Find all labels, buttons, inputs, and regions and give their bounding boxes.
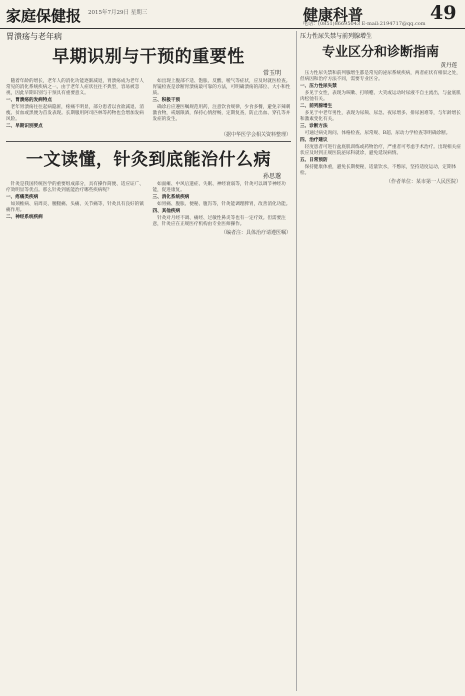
paragraph: 针灸是我国传统医学的重要组成部分，具有操作简便、适应证广、疗效明显等优点。那么针灸到底能治疗哪些疾病呢？ [6, 181, 144, 193]
article1-kicker: 胃溃疡与老年病 [6, 32, 62, 41]
article3-body [300, 71, 461, 177]
paragraph: 随着年龄的增长，老年人的消化功能逐渐减退，胃溃疡成为老年人常见的消化系统疾病之一。由于老年人症状往往不典型，容易被忽视，因此早期识别与干预具有重要意义。 [6, 79, 144, 96]
subheading: 二、神经系统疾病 [6, 214, 43, 220]
masthead [0, 0, 465, 29]
paragraph: 如胃痛、腹胀、便秘、腹泻等，针灸能调理脾胃，改善消化功能。 [157, 201, 291, 207]
subheading: 四、其他疾病 [152, 208, 181, 214]
article2-body [6, 182, 291, 228]
paragraph: 如颈椎病、肩周炎、腰腿痛、头痛、关节痛等，针灸具有良好的镇痛作用。 [6, 201, 144, 213]
paragraph: 压力性尿失禁和前列腺增生都是常见的泌尿系统疾病，两者症状有相似之处，但病因和治疗方法不同，需要专业区分。 [300, 71, 461, 82]
article1-headline: 早期识别与干预的重要性 [52, 47, 245, 67]
paragraph: 针灸对月经不调、痛经、过敏性鼻炎等也有一定疗效。但需要注意，针灸应在正规医疗机构由专业医师操作。 [152, 215, 286, 227]
article-gastric-ulcer [6, 31, 291, 138]
right-column [296, 31, 461, 691]
paragraph: 多见于中老年男性，表现为尿频、尿急、夜尿增多、排尿困难等，与年龄增长和激素变化有关。 [300, 110, 461, 122]
paragraph: 保持健康体重，避免长期便秘，适量饮水，不憋尿，坚持适度运动，定期体检。 [300, 164, 457, 176]
paragraph: 确诊后应遵医嘱规范用药，注意饮食规律，少食多餐，避免辛辣刺激食物，戒烟限酒，保持心情舒畅，定期复查，防止出血、穿孔等并发症的发生。 [152, 104, 291, 122]
subheading: 三、诊断方法 [300, 123, 328, 129]
article-divider [6, 141, 291, 142]
subheading: 二、前列腺增生 [300, 103, 333, 109]
article3-credit: （作者单位：某市第一人民医院） [385, 178, 461, 185]
editor-contact: 电话：(0851)86695043 E-mail:2194717@qq.com [303, 21, 426, 27]
subheading: 一、疼痛类疾病 [6, 194, 39, 200]
subheading: 一、胃溃疡的发病特点 [6, 97, 52, 103]
article2-byline: 孙思邈 [262, 172, 281, 180]
article-acupuncture [6, 145, 291, 236]
paragraph: 多见于女性，表现为咳嗽、打喷嚏、大笑或运动时尿液不自主流出，与盆底肌肉松弛有关。 [300, 90, 461, 102]
subheading: 三、积极干预 [152, 97, 181, 103]
subheading: 四、治疗建议 [300, 137, 328, 143]
article1-body [6, 79, 291, 130]
subheading: 三、消化系统疾病 [152, 194, 190, 200]
article3-kicker: 压力性尿失禁与前列腺增生 [300, 33, 373, 40]
paragraph: 如出现上腹部不适、饱胀、反酸、嗳气等症状，应及时就医检查。胃镜检查是诊断胃溃疡最可靠的方法，可明确溃疡的部位、大小和性质。 [152, 79, 291, 96]
paragraph: 轻度患者可进行盆底肌训练或药物治疗，严重者可考虑手术治疗。出现相关症状应及时到正规医院泌尿科就诊，避免延误病情。 [300, 144, 461, 156]
article1-byline: 常玉明 [262, 70, 281, 77]
subheading: 二、早期识别要点 [6, 123, 43, 129]
paragraph: 如面瘫、中风后遗症、失眠、神经衰弱等，针灸可以调节神经功能，促进康复。 [152, 181, 286, 193]
page-number: 49 [430, 2, 457, 24]
section-title-right: 健康科普 [303, 6, 364, 24]
article2-headline: 一文读懂，针灸到底能治什么病 [26, 149, 271, 170]
subheading: 一、压力性尿失禁 [300, 83, 337, 89]
paragraph: 老年胃溃疡往往起病隐匿，疼痛不明显，部分患者以食欲减退、消瘦、贫血或黑便为首发表现。长期服用阿司匹林等药物也会增加发病风险。 [6, 104, 144, 122]
article2-credit: （编者注：具体治疗请遵医嘱） [220, 229, 291, 236]
paragraph: 可通过病史询问、体格检查、尿常规、B超、尿动力学检查等明确诊断。 [304, 130, 451, 136]
article3-byline: 黄丹莲 [440, 63, 457, 69]
left-column [6, 31, 291, 691]
article-incontinence [300, 31, 461, 185]
article1-credit: （据中华医学会相关资料整理） [220, 131, 291, 138]
issue-date: 2015年7月29日 星期三 [88, 10, 148, 16]
article3-headline: 专业区分和诊断指南 [321, 45, 439, 60]
subheading: 五、日常预防 [300, 157, 328, 163]
section-title-left: 家庭保健报 [6, 7, 82, 25]
